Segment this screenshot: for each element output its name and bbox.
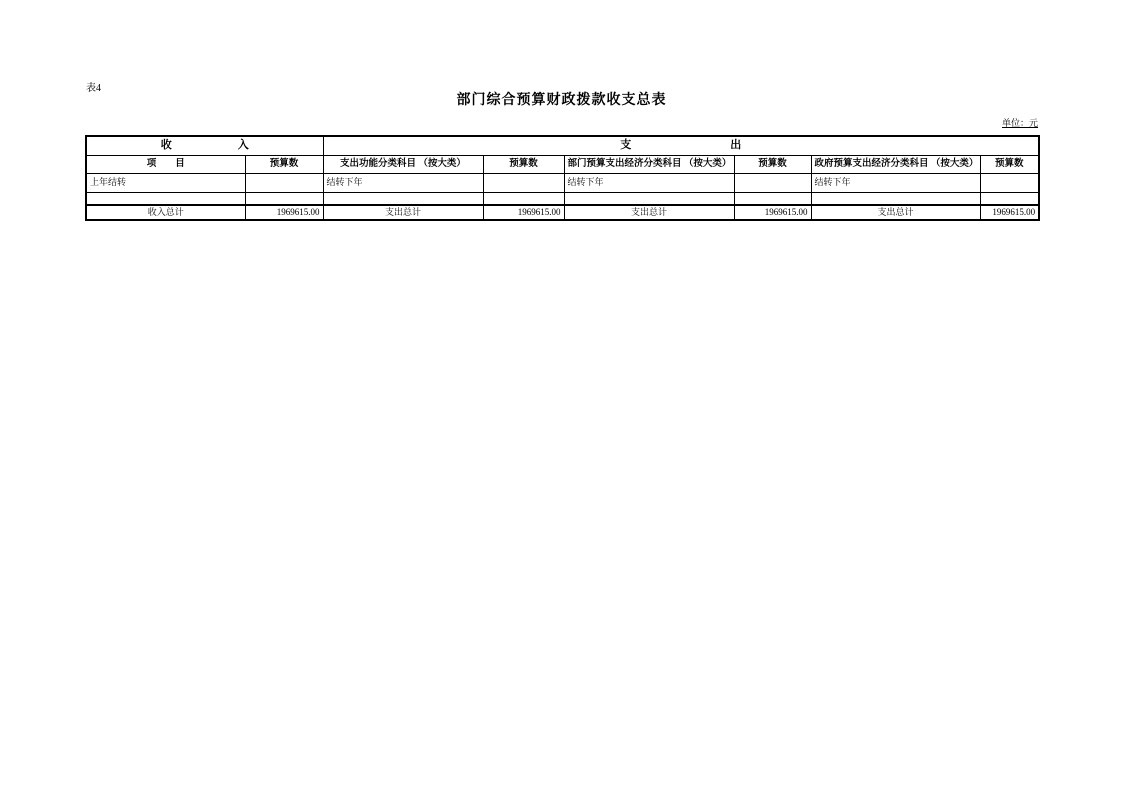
sheet-label: 表4 [86,83,101,94]
cell-expenditure-total-value-dept: 1969615.00 [734,205,811,220]
cell-carryover-next-year-gov: 结转下年 [811,173,980,192]
page-title: 部门综合预算财政拨款收支总表 [456,93,667,108]
cell-expenditure-total-label-gov: 支出总计 [811,205,980,220]
table-row-empty [86,192,1039,205]
income-group-label: 收 入 [160,139,249,152]
cell-value [734,173,811,192]
table-row-total [86,205,1039,220]
cell-expenditure-total-value-function: 1969615.00 [483,205,564,220]
col-header-function-classification: 支出功能分类科目 （按大类） [323,155,483,173]
budget-summary-table [85,135,1040,221]
column-header-row [86,155,1039,173]
income-group-header [86,136,323,155]
cell-empty [245,192,323,205]
col-header-item [86,155,245,173]
cell-empty [323,192,483,205]
col-header-gov-economic-classification: 政府预算支出经济分类科目 （按大类） [811,155,980,173]
cell-empty [811,192,980,205]
col-header-budget-income: 预算数 [245,155,323,173]
col-header-item-label: 项 目 [146,158,185,169]
cell-empty [86,192,245,205]
cell-expenditure-total-label-dept: 支出总计 [564,205,734,220]
cell-expenditure-total-label-function: 支出总计 [323,205,483,220]
col-header-budget-dept: 预算数 [734,155,811,173]
cell-carryover-next-year-function: 结转下年 [323,173,483,192]
cell-empty [980,192,1039,205]
unit-note: 单位：元 [1001,118,1038,128]
cell-prev-year-carryover: 上年结转 [86,173,245,192]
col-header-budget-function: 预算数 [483,155,564,173]
cell-income-total-label: 收入总计 [86,205,245,220]
col-header-budget-gov: 预算数 [980,155,1039,173]
group-header-row [86,136,1039,155]
cell-income-total-value: 1969615.00 [245,205,323,220]
cell-value [245,173,323,192]
cell-expenditure-total-value-gov: 1969615.00 [980,205,1039,220]
cell-carryover-next-year-dept: 结转下年 [564,173,734,192]
col-header-dept-economic-classification: 部门预算支出经济分类科目 （按大类） [564,155,734,173]
cell-empty [734,192,811,205]
expenditure-group-header [323,136,1039,155]
cell-value [483,173,564,192]
cell-empty [564,192,734,205]
cell-value [980,173,1039,192]
expenditure-group-label: 支 出 [620,139,742,152]
cell-empty [483,192,564,205]
table-row-carryover [86,173,1039,192]
